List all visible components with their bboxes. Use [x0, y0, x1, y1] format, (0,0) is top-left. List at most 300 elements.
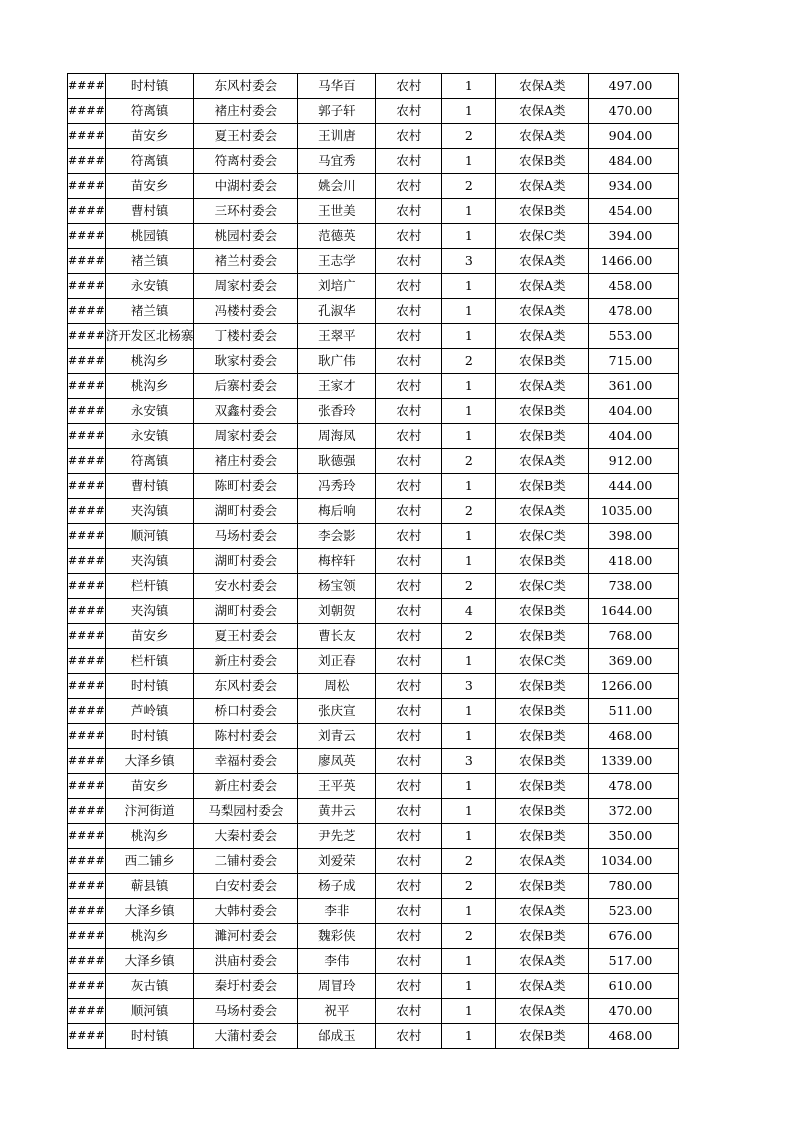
name-cell: 王翠平: [298, 324, 376, 349]
count-cell: 1: [442, 374, 496, 399]
amount-cell: 468.00: [589, 1024, 679, 1049]
town-cell: 时村镇: [105, 1024, 194, 1049]
village-committee-cell: 符离村委会: [194, 149, 298, 174]
name-cell: 刘朝贺: [298, 599, 376, 624]
town-cell: 桃园镇: [105, 224, 194, 249]
area-type-cell: 农村: [376, 349, 442, 374]
insurance-class-cell: 农保A类: [496, 324, 589, 349]
amount-cell: 904.00: [589, 124, 679, 149]
village-committee-cell: 周家村委会: [194, 424, 298, 449]
name-cell: 马宜秀: [298, 149, 376, 174]
table-row: [68, 99, 679, 124]
town-cell: 褚兰镇: [105, 249, 194, 274]
town-cell: 桃沟乡: [105, 824, 194, 849]
count-cell: 1: [442, 99, 496, 124]
village-committee-cell: 马梨园村委会: [194, 799, 298, 824]
insurance-class-cell: 农保A类: [496, 974, 589, 999]
row-id-cell: ####: [68, 599, 106, 624]
row-id-cell: ####: [68, 974, 106, 999]
table-row: [68, 649, 679, 674]
amount-cell: 1266.00: [589, 674, 679, 699]
area-type-cell: 农村: [376, 899, 442, 924]
count-cell: 1: [442, 999, 496, 1024]
name-cell: 杨子成: [298, 874, 376, 899]
amount-cell: 768.00: [589, 624, 679, 649]
village-committee-cell: 中湖村委会: [194, 174, 298, 199]
village-committee-cell: 丁楼村委会: [194, 324, 298, 349]
amount-cell: 478.00: [589, 299, 679, 324]
village-committee-cell: 周家村委会: [194, 274, 298, 299]
table-row: [68, 449, 679, 474]
village-committee-cell: 三环村委会: [194, 199, 298, 224]
table-row: [68, 849, 679, 874]
table-row: [68, 224, 679, 249]
area-type-cell: 农村: [376, 649, 442, 674]
count-cell: 1: [442, 774, 496, 799]
insurance-class-cell: 农保B类: [496, 549, 589, 574]
town-cell: 夹沟镇: [105, 549, 194, 574]
table-row: [68, 149, 679, 174]
table-row: [68, 599, 679, 624]
town-cell: 永安镇: [105, 274, 194, 299]
amount-cell: 361.00: [589, 374, 679, 399]
row-id-cell: ####: [68, 199, 106, 224]
area-type-cell: 农村: [376, 949, 442, 974]
row-id-cell: ####: [68, 1024, 106, 1049]
area-type-cell: 农村: [376, 324, 442, 349]
insurance-class-cell: 农保C类: [496, 224, 589, 249]
name-cell: 李非: [298, 899, 376, 924]
table-row: [68, 274, 679, 299]
area-type-cell: 农村: [376, 999, 442, 1024]
name-cell: 刘正春: [298, 649, 376, 674]
count-cell: 2: [442, 174, 496, 199]
table-row: [68, 549, 679, 574]
table-row: [68, 699, 679, 724]
area-type-cell: 农村: [376, 799, 442, 824]
insurance-class-cell: 农保A类: [496, 249, 589, 274]
table-row: [68, 974, 679, 999]
insurance-class-cell: 农保B类: [496, 724, 589, 749]
town-cell: 桃沟乡: [105, 349, 194, 374]
name-cell: 王训唐: [298, 124, 376, 149]
area-type-cell: 农村: [376, 824, 442, 849]
table-row: [68, 624, 679, 649]
town-cell: 永安镇: [105, 424, 194, 449]
count-cell: 1: [442, 299, 496, 324]
row-id-cell: ####: [68, 699, 106, 724]
count-cell: 2: [442, 449, 496, 474]
village-committee-cell: 冯楼村委会: [194, 299, 298, 324]
amount-cell: 454.00: [589, 199, 679, 224]
table-row: [68, 774, 679, 799]
row-id-cell: ####: [68, 799, 106, 824]
village-committee-cell: 大秦村委会: [194, 824, 298, 849]
area-type-cell: 农村: [376, 424, 442, 449]
amount-cell: 553.00: [589, 324, 679, 349]
town-cell: 桃沟乡: [105, 374, 194, 399]
area-type-cell: 农村: [376, 274, 442, 299]
count-cell: 1: [442, 1024, 496, 1049]
area-type-cell: 农村: [376, 624, 442, 649]
table-row: [68, 174, 679, 199]
village-committee-cell: 东风村委会: [194, 74, 298, 99]
area-type-cell: 农村: [376, 599, 442, 624]
town-cell: 符离镇: [105, 149, 194, 174]
village-committee-cell: 桥口村委会: [194, 699, 298, 724]
table-row: [68, 374, 679, 399]
row-id-cell: ####: [68, 249, 106, 274]
village-committee-cell: 新庄村委会: [194, 774, 298, 799]
town-cell: 桃沟乡: [105, 924, 194, 949]
amount-cell: 484.00: [589, 149, 679, 174]
insurance-class-cell: 农保A类: [496, 949, 589, 974]
table-row: [68, 299, 679, 324]
amount-cell: 715.00: [589, 349, 679, 374]
village-committee-cell: 马场村委会: [194, 999, 298, 1024]
row-id-cell: ####: [68, 849, 106, 874]
name-cell: 曹长友: [298, 624, 376, 649]
count-cell: 1: [442, 699, 496, 724]
town-cell: 栏杆镇: [105, 574, 194, 599]
row-id-cell: ####: [68, 424, 106, 449]
town-cell: 蕲县镇: [105, 874, 194, 899]
village-committee-cell: 湖町村委会: [194, 599, 298, 624]
table-row: [68, 1024, 679, 1049]
amount-cell: 1466.00: [589, 249, 679, 274]
count-cell: 1: [442, 424, 496, 449]
village-committee-cell: 大韩村委会: [194, 899, 298, 924]
insurance-class-cell: 农保B类: [496, 749, 589, 774]
amount-cell: 1034.00: [589, 849, 679, 874]
insurance-class-cell: 农保A类: [496, 299, 589, 324]
village-committee-cell: 二铺村委会: [194, 849, 298, 874]
table-row: [68, 574, 679, 599]
insurance-class-cell: 农保B类: [496, 774, 589, 799]
row-id-cell: ####: [68, 924, 106, 949]
village-committee-cell: 褚庄村委会: [194, 99, 298, 124]
amount-cell: 394.00: [589, 224, 679, 249]
village-committee-cell: 马场村委会: [194, 524, 298, 549]
insurance-class-cell: 农保A类: [496, 274, 589, 299]
count-cell: 2: [442, 624, 496, 649]
town-cell: 时村镇: [105, 74, 194, 99]
count-cell: 2: [442, 499, 496, 524]
row-id-cell: ####: [68, 949, 106, 974]
area-type-cell: 农村: [376, 724, 442, 749]
area-type-cell: 农村: [376, 849, 442, 874]
name-cell: 黄井云: [298, 799, 376, 824]
name-cell: 周冒玲: [298, 974, 376, 999]
row-id-cell: ####: [68, 449, 106, 474]
town-cell: 大泽乡镇: [105, 949, 194, 974]
village-committee-cell: 褚庄村委会: [194, 449, 298, 474]
row-id-cell: ####: [68, 574, 106, 599]
amount-cell: 511.00: [589, 699, 679, 724]
village-committee-cell: 耿家村委会: [194, 349, 298, 374]
row-id-cell: ####: [68, 524, 106, 549]
table-row: [68, 399, 679, 424]
table-row: [68, 924, 679, 949]
name-cell: 魏彩侠: [298, 924, 376, 949]
name-cell: 张香玲: [298, 399, 376, 424]
name-cell: 姚会川: [298, 174, 376, 199]
table-body: [68, 74, 679, 1049]
table-row: [68, 824, 679, 849]
amount-cell: 458.00: [589, 274, 679, 299]
name-cell: 耿广伟: [298, 349, 376, 374]
amount-cell: 912.00: [589, 449, 679, 474]
count-cell: 1: [442, 324, 496, 349]
row-id-cell: ####: [68, 724, 106, 749]
area-type-cell: 农村: [376, 224, 442, 249]
insurance-class-cell: 农保B类: [496, 624, 589, 649]
count-cell: 3: [442, 749, 496, 774]
town-cell: 符离镇: [105, 99, 194, 124]
area-type-cell: 农村: [376, 399, 442, 424]
table-row: [68, 749, 679, 774]
insurance-class-cell: 农保B类: [496, 599, 589, 624]
insurance-class-cell: 农保C类: [496, 524, 589, 549]
name-cell: 祝平: [298, 999, 376, 1024]
name-cell: 耿德强: [298, 449, 376, 474]
count-cell: 2: [442, 574, 496, 599]
village-committee-cell: 洪庙村委会: [194, 949, 298, 974]
amount-cell: 738.00: [589, 574, 679, 599]
name-cell: 范德英: [298, 224, 376, 249]
name-cell: 王家才: [298, 374, 376, 399]
village-committee-cell: 夏王村委会: [194, 124, 298, 149]
town-cell: 顺河镇: [105, 524, 194, 549]
count-cell: 1: [442, 899, 496, 924]
name-cell: 邰成玉: [298, 1024, 376, 1049]
table-row: [68, 349, 679, 374]
name-cell: 刘爱荣: [298, 849, 376, 874]
count-cell: 2: [442, 924, 496, 949]
area-type-cell: 农村: [376, 199, 442, 224]
town-cell: 夹沟镇: [105, 599, 194, 624]
amount-cell: 369.00: [589, 649, 679, 674]
amount-cell: 517.00: [589, 949, 679, 974]
village-committee-cell: 陈村村委会: [194, 724, 298, 749]
village-committee-cell: 湖町村委会: [194, 499, 298, 524]
row-id-cell: ####: [68, 324, 106, 349]
town-cell: 时村镇: [105, 724, 194, 749]
row-id-cell: ####: [68, 224, 106, 249]
count-cell: 2: [442, 349, 496, 374]
count-cell: 1: [442, 274, 496, 299]
table-row: [68, 424, 679, 449]
insurance-class-cell: 农保A类: [496, 499, 589, 524]
insurance-class-cell: 农保A类: [496, 999, 589, 1024]
row-id-cell: ####: [68, 674, 106, 699]
name-cell: 刘青云: [298, 724, 376, 749]
village-committee-cell: 幸福村委会: [194, 749, 298, 774]
area-type-cell: 农村: [376, 574, 442, 599]
town-cell: 褚兰镇: [105, 299, 194, 324]
row-id-cell: ####: [68, 74, 106, 99]
name-cell: 王世美: [298, 199, 376, 224]
count-cell: 1: [442, 799, 496, 824]
name-cell: 李伟: [298, 949, 376, 974]
town-cell: 符离镇: [105, 449, 194, 474]
table-row: [68, 324, 679, 349]
town-cell: 灰古镇: [105, 974, 194, 999]
town-cell: 栏杆镇: [105, 649, 194, 674]
row-id-cell: ####: [68, 749, 106, 774]
count-cell: 1: [442, 974, 496, 999]
area-type-cell: 农村: [376, 774, 442, 799]
area-type-cell: 农村: [376, 674, 442, 699]
town-cell: 济开发区北杨寨: [105, 324, 194, 349]
table-row: [68, 899, 679, 924]
amount-cell: 418.00: [589, 549, 679, 574]
count-cell: 4: [442, 599, 496, 624]
village-committee-cell: 濉河村委会: [194, 924, 298, 949]
table-row: [68, 524, 679, 549]
insurance-class-cell: 农保A类: [496, 74, 589, 99]
insurance-class-cell: 农保A类: [496, 99, 589, 124]
area-type-cell: 农村: [376, 524, 442, 549]
count-cell: 1: [442, 524, 496, 549]
table-row: [68, 199, 679, 224]
name-cell: 梅梓轩: [298, 549, 376, 574]
town-cell: 曹村镇: [105, 474, 194, 499]
count-cell: 1: [442, 949, 496, 974]
area-type-cell: 农村: [376, 149, 442, 174]
town-cell: 顺河镇: [105, 999, 194, 1024]
table-row: [68, 799, 679, 824]
count-cell: 2: [442, 874, 496, 899]
name-cell: 廖凤英: [298, 749, 376, 774]
area-type-cell: 农村: [376, 874, 442, 899]
area-type-cell: 农村: [376, 74, 442, 99]
count-cell: 2: [442, 124, 496, 149]
count-cell: 1: [442, 149, 496, 174]
row-id-cell: ####: [68, 349, 106, 374]
insurance-class-cell: 农保A类: [496, 899, 589, 924]
row-id-cell: ####: [68, 174, 106, 199]
town-cell: 曹村镇: [105, 199, 194, 224]
insurance-class-cell: 农保B类: [496, 474, 589, 499]
area-type-cell: 农村: [376, 749, 442, 774]
amount-cell: 523.00: [589, 899, 679, 924]
insurance-class-cell: 农保B类: [496, 874, 589, 899]
town-cell: 大泽乡镇: [105, 899, 194, 924]
area-type-cell: 农村: [376, 974, 442, 999]
table-row: [68, 474, 679, 499]
amount-cell: 1339.00: [589, 749, 679, 774]
count-cell: 1: [442, 724, 496, 749]
amount-cell: 1644.00: [589, 599, 679, 624]
row-id-cell: ####: [68, 874, 106, 899]
row-id-cell: ####: [68, 624, 106, 649]
amount-cell: 398.00: [589, 524, 679, 549]
row-id-cell: ####: [68, 499, 106, 524]
name-cell: 郭子轩: [298, 99, 376, 124]
name-cell: 冯秀玲: [298, 474, 376, 499]
area-type-cell: 农村: [376, 174, 442, 199]
amount-cell: 1035.00: [589, 499, 679, 524]
table-row: [68, 674, 679, 699]
area-type-cell: 农村: [376, 499, 442, 524]
insurance-class-cell: 农保A类: [496, 849, 589, 874]
amount-cell: 676.00: [589, 924, 679, 949]
name-cell: 尹先芝: [298, 824, 376, 849]
town-cell: 时村镇: [105, 674, 194, 699]
village-committee-cell: 大蒲村委会: [194, 1024, 298, 1049]
insurance-class-cell: 农保A类: [496, 374, 589, 399]
area-type-cell: 农村: [376, 99, 442, 124]
count-cell: 1: [442, 649, 496, 674]
table-row: [68, 999, 679, 1024]
area-type-cell: 农村: [376, 699, 442, 724]
table-row: [68, 949, 679, 974]
insurance-class-cell: 农保B类: [496, 399, 589, 424]
amount-cell: 468.00: [589, 724, 679, 749]
row-id-cell: ####: [68, 299, 106, 324]
row-id-cell: ####: [68, 549, 106, 574]
count-cell: 2: [442, 849, 496, 874]
name-cell: 张庆宣: [298, 699, 376, 724]
town-cell: 永安镇: [105, 399, 194, 424]
row-id-cell: ####: [68, 374, 106, 399]
table-row: [68, 499, 679, 524]
insurance-class-cell: 农保A类: [496, 449, 589, 474]
village-committee-cell: 白安村委会: [194, 874, 298, 899]
insurance-class-cell: 农保A类: [496, 174, 589, 199]
row-id-cell: ####: [68, 124, 106, 149]
town-cell: 苗安乡: [105, 174, 194, 199]
village-committee-cell: 夏王村委会: [194, 624, 298, 649]
count-cell: 1: [442, 399, 496, 424]
name-cell: 王志学: [298, 249, 376, 274]
amount-cell: 470.00: [589, 99, 679, 124]
area-type-cell: 农村: [376, 374, 442, 399]
name-cell: 李会影: [298, 524, 376, 549]
table-row: [68, 124, 679, 149]
amount-cell: 470.00: [589, 999, 679, 1024]
name-cell: 孔淑华: [298, 299, 376, 324]
count-cell: 1: [442, 199, 496, 224]
row-id-cell: ####: [68, 149, 106, 174]
village-committee-cell: 新庄村委会: [194, 649, 298, 674]
town-cell: 西二铺乡: [105, 849, 194, 874]
insurance-class-cell: 农保B类: [496, 349, 589, 374]
insurance-class-cell: 农保B类: [496, 424, 589, 449]
insurance-class-cell: 农保B类: [496, 674, 589, 699]
village-committee-cell: 东风村委会: [194, 674, 298, 699]
amount-cell: 350.00: [589, 824, 679, 849]
amount-cell: 497.00: [589, 74, 679, 99]
insurance-class-cell: 农保B类: [496, 199, 589, 224]
village-committee-cell: 后寨村委会: [194, 374, 298, 399]
name-cell: 刘培广: [298, 274, 376, 299]
insurance-class-cell: 农保A类: [496, 124, 589, 149]
area-type-cell: 农村: [376, 549, 442, 574]
count-cell: 1: [442, 224, 496, 249]
town-cell: 苗安乡: [105, 624, 194, 649]
area-type-cell: 农村: [376, 249, 442, 274]
row-id-cell: ####: [68, 999, 106, 1024]
town-cell: 夹沟镇: [105, 499, 194, 524]
name-cell: 马华百: [298, 74, 376, 99]
area-type-cell: 农村: [376, 449, 442, 474]
row-id-cell: ####: [68, 274, 106, 299]
amount-cell: 610.00: [589, 974, 679, 999]
insurance-class-cell: 农保B类: [496, 699, 589, 724]
name-cell: 周海凤: [298, 424, 376, 449]
